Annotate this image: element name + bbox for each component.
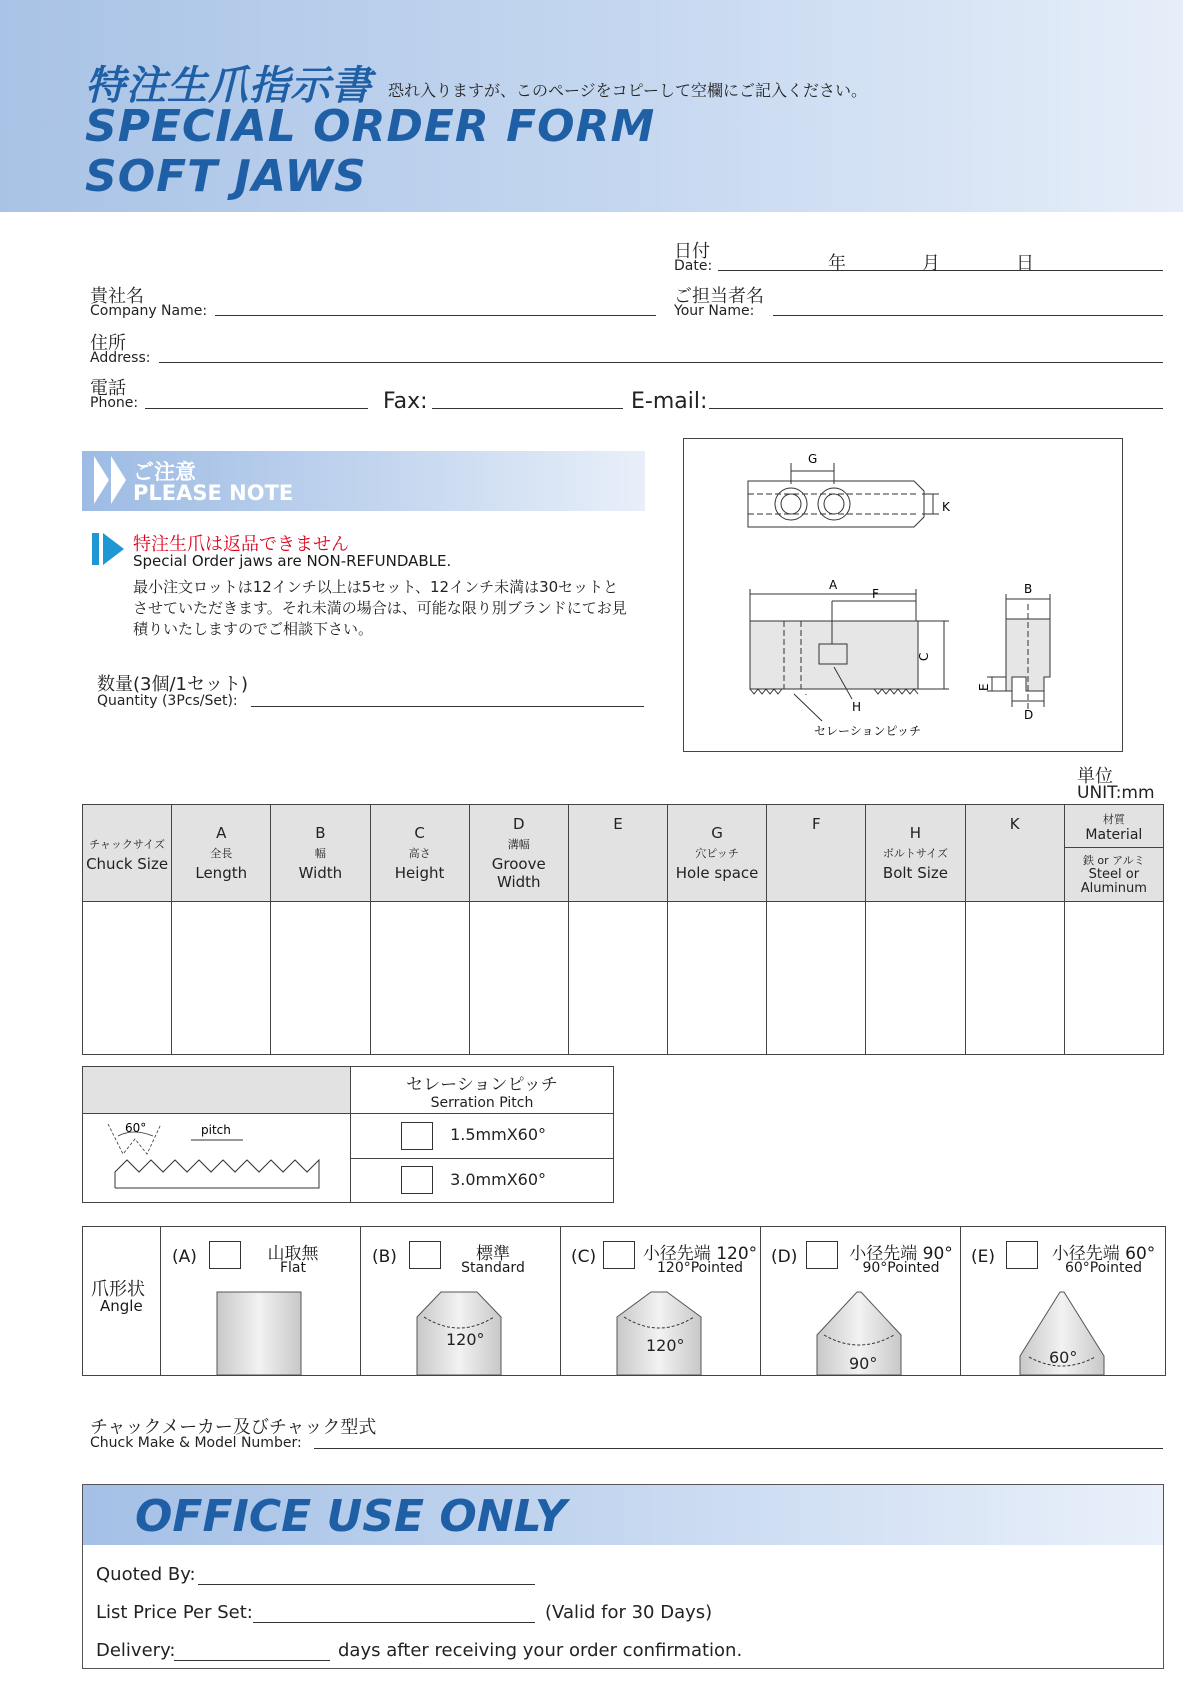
serration-3-0-checkbox[interactable] bbox=[401, 1166, 433, 1194]
dim-h: H bbox=[852, 700, 862, 714]
note-body-3: 積りいたしますのでご相談下さい。 bbox=[133, 620, 374, 638]
unit-label-en: UNIT:mm bbox=[1077, 783, 1155, 803]
unit-label-jp: 単位 bbox=[1077, 766, 1113, 787]
spec-table bbox=[82, 804, 1164, 1055]
serration-table bbox=[82, 1066, 614, 1203]
chuck-model-field[interactable] bbox=[314, 1448, 1163, 1449]
cell-a[interactable] bbox=[172, 902, 271, 1055]
phone-label-en: Phone: bbox=[90, 395, 139, 411]
serration-diagram bbox=[83, 1114, 348, 1198]
angle-c-en: 120°Pointed bbox=[657, 1260, 743, 1276]
jaw-diagram-frame bbox=[683, 438, 1123, 752]
angle-b-en: Standard bbox=[461, 1260, 525, 1276]
page-title-jp: 特注生爪指示書 bbox=[85, 63, 372, 109]
pointed-90-jaw-shape bbox=[816, 1291, 906, 1375]
cell-c[interactable] bbox=[370, 902, 469, 1055]
standard-jaw-shape bbox=[416, 1291, 506, 1375]
office-title: OFFICE USE ONLY bbox=[135, 1491, 567, 1542]
list-price-field[interactable] bbox=[253, 1622, 535, 1623]
angle-option-d[interactable] bbox=[760, 1227, 961, 1375]
your-name-field[interactable] bbox=[773, 315, 1163, 316]
col-h: H ボルトサイズ Bolt Size bbox=[866, 805, 965, 902]
page-title-en: SPECIAL ORDER FORM bbox=[85, 101, 656, 152]
col-chuck-size: チャックサイズ Chuck Size bbox=[83, 805, 172, 902]
serration-pitch-label: pitch bbox=[201, 1123, 231, 1137]
date-field[interactable] bbox=[718, 270, 1163, 271]
arrow-marker-icon bbox=[92, 533, 128, 565]
dim-e: E bbox=[977, 683, 991, 691]
col-f: F bbox=[767, 805, 866, 902]
company-label-en: Company Name: bbox=[90, 303, 208, 319]
angle-title-jp: 爪形状 bbox=[91, 1279, 145, 1300]
pointed-120-jaw-shape bbox=[616, 1291, 706, 1375]
delivery-label: Delivery: bbox=[96, 1640, 176, 1661]
angle-title-en: Angle bbox=[100, 1297, 143, 1315]
quoted-by-field[interactable] bbox=[198, 1584, 535, 1585]
flat-jaw-shape bbox=[216, 1291, 306, 1375]
serration-diagram-cell bbox=[83, 1114, 351, 1203]
dim-c: C bbox=[917, 652, 931, 661]
dim-f: F bbox=[872, 587, 879, 601]
cell-material[interactable] bbox=[1064, 902, 1163, 1055]
date-year: 年 bbox=[828, 253, 846, 274]
note-title-jp: ご注意 bbox=[133, 460, 196, 484]
dim-d: D bbox=[1024, 708, 1034, 722]
pointed-60-jaw-shape bbox=[1019, 1291, 1109, 1375]
angle-c-jp: 小径先端 120° bbox=[642, 1244, 758, 1264]
your-name-label-en: Your Name: bbox=[674, 303, 755, 319]
serration-angle-label: 60° bbox=[125, 1121, 147, 1135]
page-subtitle-jp: 恐れ入りますが、このページをコピーして空欄にご記入ください。 bbox=[388, 81, 868, 100]
quantity-field[interactable] bbox=[251, 706, 644, 707]
angle-c-deg: 120° bbox=[646, 1336, 685, 1355]
company-name-field[interactable] bbox=[215, 315, 656, 316]
email-field[interactable] bbox=[709, 408, 1163, 409]
spec-table-header bbox=[83, 805, 1164, 902]
angle-d-en: 90°Pointed bbox=[862, 1260, 940, 1276]
delivery-tail: days after receiving your order confirmation. bbox=[338, 1640, 743, 1661]
col-b: B 幅 Width bbox=[271, 805, 370, 902]
warning-jp: 特注生爪は返品できません bbox=[133, 534, 349, 555]
phone-field[interactable] bbox=[145, 408, 368, 409]
fax-field[interactable] bbox=[432, 408, 623, 409]
date-label-en: Date: bbox=[674, 258, 713, 274]
date-month: 月 bbox=[922, 253, 940, 274]
angle-d-jp: 小径先端 90° bbox=[849, 1244, 953, 1264]
note-body-2: させていただきます。それ未満の場合は、可能な限り別ブランドにてお見 bbox=[133, 599, 627, 617]
col-k: K bbox=[965, 805, 1064, 902]
angle-option-e[interactable] bbox=[960, 1227, 1166, 1375]
quantity-label-jp: 数量(3個/1セット) bbox=[97, 674, 249, 695]
quantity-label-en: Quantity (3Pcs/Set): bbox=[97, 693, 238, 709]
angle-option-b[interactable] bbox=[360, 1227, 561, 1375]
cell-e[interactable] bbox=[568, 902, 667, 1055]
address-label-jp: 住所 bbox=[90, 333, 126, 354]
angle-option-c[interactable] bbox=[560, 1227, 761, 1375]
company-label-jp: 貴社名 bbox=[90, 286, 144, 307]
note-body-1: 最小注文ロットは12インチ以上は5セット、12インチ未満は30セットと bbox=[133, 578, 619, 596]
angle-d-key: (D) bbox=[771, 1247, 798, 1267]
date-label-jp: 日付 bbox=[674, 241, 710, 262]
cell-h[interactable] bbox=[866, 902, 965, 1055]
office-use-box bbox=[82, 1484, 1164, 1669]
angle-e-key: (E) bbox=[971, 1247, 996, 1267]
angle-b-key: (B) bbox=[372, 1247, 397, 1267]
angle-e-checkbox[interactable] bbox=[1006, 1241, 1038, 1269]
cell-k[interactable] bbox=[965, 902, 1064, 1055]
dim-g: G bbox=[808, 452, 818, 466]
serration-label: セレーションピッチ bbox=[814, 724, 922, 738]
dim-a: A bbox=[829, 578, 838, 592]
col-c: C 高さ Height bbox=[370, 805, 469, 902]
valid-note: (Valid for 30 Days) bbox=[545, 1602, 713, 1623]
email-label: E-mail: bbox=[631, 389, 708, 414]
address-label-en: Address: bbox=[90, 350, 151, 366]
angle-d-deg: 90° bbox=[849, 1354, 878, 1373]
quoted-by-label: Quoted By: bbox=[96, 1564, 196, 1585]
angle-e-deg: 60° bbox=[1049, 1348, 1078, 1367]
cell-d[interactable] bbox=[469, 902, 568, 1055]
list-price-label: List Price Per Set: bbox=[96, 1602, 253, 1623]
serration-option-2[interactable]: 3.0mmX60° bbox=[351, 1158, 614, 1203]
chuck-label-jp: チャックメーカー及びチャック型式 bbox=[90, 1417, 377, 1438]
angle-a-en: Flat bbox=[279, 1260, 306, 1276]
angle-a-key: (A) bbox=[172, 1247, 197, 1267]
angle-e-jp: 小径先端 60° bbox=[1051, 1244, 1156, 1264]
angle-d-checkbox[interactable] bbox=[806, 1241, 838, 1269]
col-a: A 全長 Length bbox=[172, 805, 271, 902]
angle-b-deg: 120° bbox=[446, 1330, 485, 1349]
dim-k: K bbox=[942, 500, 950, 514]
serration-header: セレーションピッチ Serration Pitch bbox=[351, 1067, 614, 1114]
col-e: E bbox=[568, 805, 667, 902]
angle-b-jp: 標準 bbox=[476, 1244, 510, 1264]
note-title-en: PLEASE NOTE bbox=[133, 481, 294, 505]
angle-a-checkbox[interactable] bbox=[209, 1241, 241, 1269]
angle-c-key: (C) bbox=[571, 1247, 597, 1267]
address-field[interactable] bbox=[159, 362, 1163, 363]
double-chevron-icon bbox=[94, 456, 134, 504]
page-subtitle-en: SOFT JAWS bbox=[85, 151, 367, 202]
col-d: D 溝幅 Groove Width bbox=[469, 805, 568, 902]
chuck-label-en: Chuck Make & Model Number: bbox=[90, 1435, 302, 1451]
serration-option-1[interactable]: 1.5mmX60° bbox=[351, 1114, 614, 1159]
fax-label: Fax: bbox=[383, 389, 428, 414]
phone-label-jp: 電話 bbox=[90, 378, 126, 399]
delivery-days-field[interactable] bbox=[174, 1660, 330, 1661]
angle-a-jp: 山取無 bbox=[267, 1244, 319, 1264]
col-material: 材質 Material 鉄 or アルミ Steel or Aluminum bbox=[1064, 805, 1163, 902]
angle-label-cell bbox=[83, 1227, 160, 1375]
angle-section bbox=[82, 1226, 1166, 1376]
angle-c-checkbox[interactable] bbox=[603, 1241, 635, 1269]
cell-f[interactable] bbox=[767, 902, 866, 1055]
cell-b[interactable] bbox=[271, 902, 370, 1055]
cell-g[interactable] bbox=[668, 902, 767, 1055]
serration-1-5-checkbox[interactable] bbox=[401, 1122, 433, 1150]
angle-b-checkbox[interactable] bbox=[409, 1241, 441, 1269]
serration-header-blank bbox=[83, 1067, 351, 1114]
angle-e-en: 60°Pointed bbox=[1064, 1260, 1143, 1276]
angle-option-a[interactable] bbox=[160, 1227, 361, 1375]
warning-en: Special Order jaws are NON-REFUNDABLE. bbox=[133, 552, 452, 570]
date-day: 日 bbox=[1016, 253, 1034, 274]
dim-b: B bbox=[1024, 582, 1033, 596]
your-name-label-jp: ご担当者名 bbox=[674, 286, 764, 307]
col-g: G 穴ピッチ Hole space bbox=[668, 805, 767, 902]
spec-table-row bbox=[83, 902, 1164, 1055]
cell-chuck-size[interactable] bbox=[83, 902, 172, 1055]
jaw-diagram bbox=[684, 439, 1122, 751]
